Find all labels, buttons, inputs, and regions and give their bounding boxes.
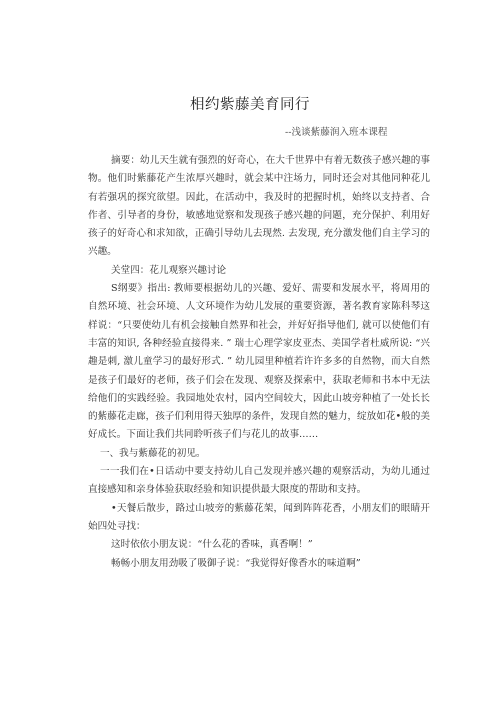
section-heading: 关堂四：花儿观察兴趣讨论: [111, 264, 227, 276]
body-paragraph: •天餐后散步，路过山坡旁的紫藤花架，闻到阵阵花香，小朋友们的眼睛开始四处寻找：: [88, 502, 430, 532]
document-title: 相约紫藤美育同行: [190, 97, 310, 113]
document-body: [88, 152, 430, 573]
body-paragraph: S纲要》指出: 教师要根据幼儿的兴趣、爱好、需要和发展水平，将周用的自然环境、社会环境、人文环境作为幼儿发展的重要资源，著名教育家陈科琴这样说：“只要使幼儿有机会接触自然界和社会，并好好指导他们, 就可以使他们有丰富的知识, 各种经验直接得来. ” 瑞士心理学家皮亚杰、美国学者杜威所说: “兴趣是刺, 激儿童学习的最好形式. ” 幼儿园里种植若许许多多的自然物，而大自然是孩子们最好的老师，孩子们会在发现、观察及探索中，获取老师和书本中无法给他们的实践经验。我园地处农村，园内空间较大，因此山坡旁种植了一处长长的紫藤花走廊，孩子们利用得天独厚的条件，发现自然的魅力，绽放如花•般的美好成长。下面让我们共同聆听孩子们与花儿的故事……: [88, 283, 430, 441]
section-heading: 一、我与紫藤花的初见。: [100, 447, 206, 459]
body-paragraph: 这时依依小朋友说：“什么花的香味，真香啊！”: [111, 539, 313, 551]
document-subtitle: --浅谈紫藤润入班本课程: [285, 127, 388, 138]
abstract-paragraph: 摘要：幼儿天生就有强烈的好奇心，在大千世界中有着无数孩子感兴趣的事物。他们时紫藤花产生浓厚兴趣时，就会某中注场力，同时还会对其他同种花儿有若强巩的探究欲望。因此，在活动中，我及时的把握时机，始终以支持者、合作者、引导者的身份，敏感地觉察和发现孩子感兴趣的问题，充分保护、利用好孩子的好奇心和求知欲，正确引导幼儿去现然. 去发现, 充分激发他们自主学习的兴趣。: [88, 155, 430, 258]
body-paragraph: 畅畅小朋友用劲吸了吸御子说：“我觉得好像香水的味道啊”: [111, 557, 361, 569]
body-paragraph: 一一我们在•日话动中要支持幼儿自己发现并感兴趣的观察活动，为幼儿通过直接感知和亲身体验获取经验和知识提供最大限度的帮助和支持。: [88, 466, 430, 496]
